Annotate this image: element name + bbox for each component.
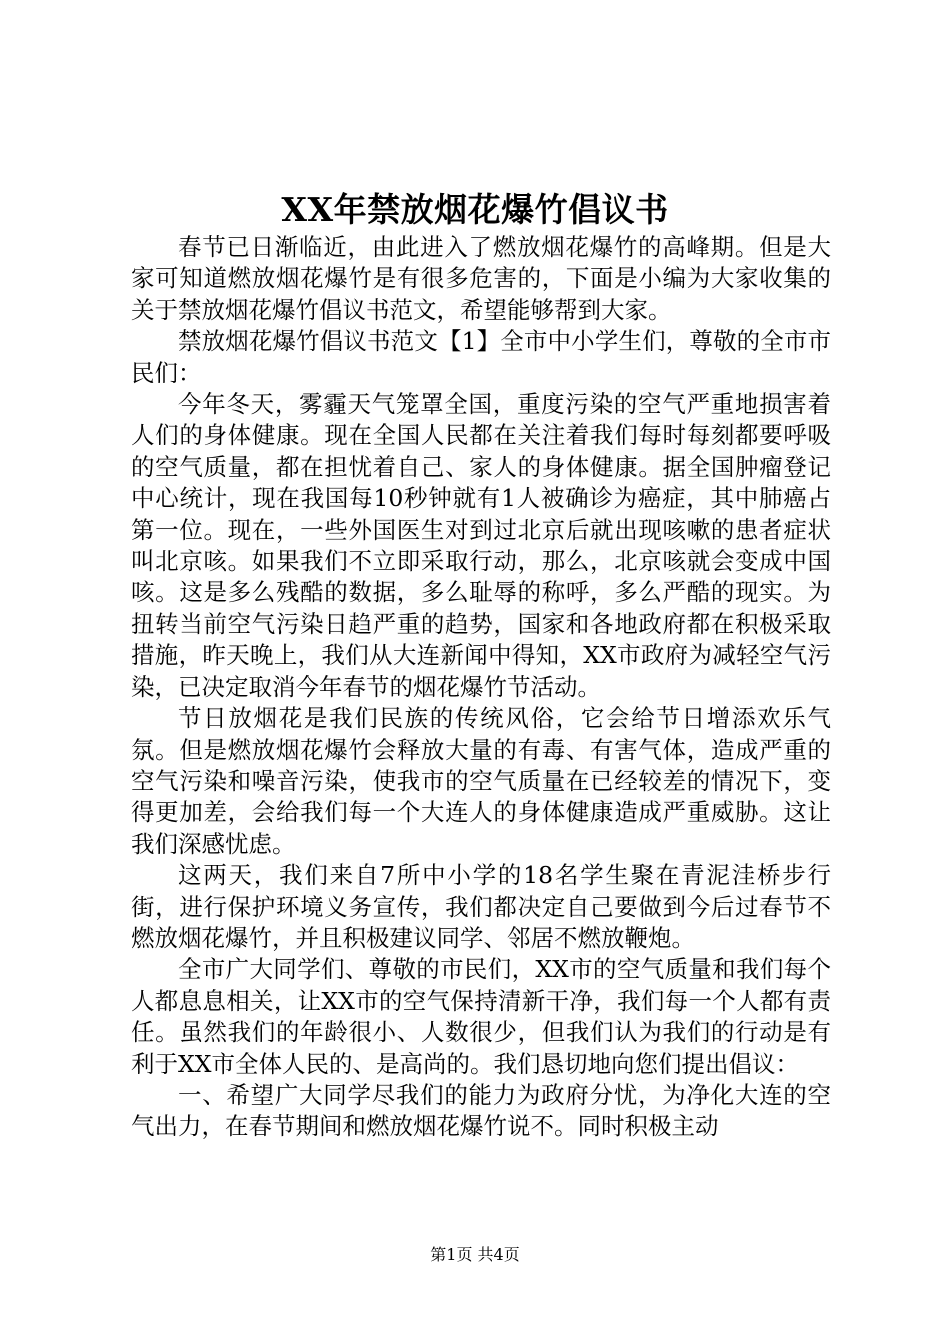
paragraph-salutation: 禁放烟花爆竹倡议书范文【1】全市中小学生们，尊敬的全市市民们： xyxy=(131,327,831,387)
paragraph-intro: 春节已日渐临近，由此进入了燃放烟花爆竹的高峰期。但是大家可知道燃放烟花爆竹是有很多危害的，下面是小编为大家收集的关于禁放烟花爆竹倡议书范文，希望能够帮到大家。 xyxy=(131,233,831,324)
paragraph-proposal-1: 一、希望广大同学尽我们的能力为政府分忧，为净化大连的空气出力，在春节期间和燃放烟花爆竹说不。同时积极主动 xyxy=(131,1080,831,1141)
page-number-footer: 第1页 共4页 xyxy=(430,1245,520,1264)
document-body xyxy=(131,232,831,1143)
paragraph-students: 这两天，我们来自7所中小学的18名学生聚在青泥洼桥步行街，进行保护环境义务宣传，我们都决定自己要做到今后过春节不燃放烟花爆竹，并且积极建议同学、邻居不燃放鞭炮。 xyxy=(131,861,831,952)
paragraph-smog: 今年冬天，雾霾天气笼罩全国，重度污染的空气严重地损害着人们的身体健康。现在全国人民都在关注着我们每时每刻都要呼吸的空气质量，都在担忧着自己、家人的身体健康。据全国肿瘤登记中心统计，现在我国每10秒钟就有1人被确诊为癌症，其中肺癌占第一位。现在，一些外国医生对到过北京后就出现咳嗽的患者症状叫北京咳。如果我们不立即采取行动，那么，北京咳就会变成中国咳。这是多么残酷的数据，多么耻辱的称呼，多么严酷的现实。为扭转当前空气污染日趋严重的趋势，国家和各地政府都在积极采取措施，昨天晚上，我们从大连新闻中得知，XX市政府为减轻空气污染，已决定取消今年春节的烟花爆竹节活动。 xyxy=(131,390,831,701)
document-title: XX年禁放烟花爆竹倡议书 xyxy=(281,190,669,229)
paragraph-tradition: 节日放烟花是我们民族的传统风俗，它会给节日增添欢乐气氛。但是燃放烟花爆竹会释放大量的有毒、有害气体，造成严重的空气污染和噪音污染，使我市的空气质量在已经较差的情况下，变得更加差，会给我们每一个大连人的身体健康造成严重威胁。这让我们深感忧虑。 xyxy=(131,704,831,858)
paragraph-appeal: 全市广大同学们、尊敬的市民们，XX市的空气质量和我们每个人都息息相关，让XX市的空气保持清新干净，我们每一个人都有责任。虽然我们的年龄很小、人数很少，但我们认为我们的行动是有利于XX市全体人民的、是高尚的。我们恳切地向您们提出倡议： xyxy=(131,955,831,1078)
